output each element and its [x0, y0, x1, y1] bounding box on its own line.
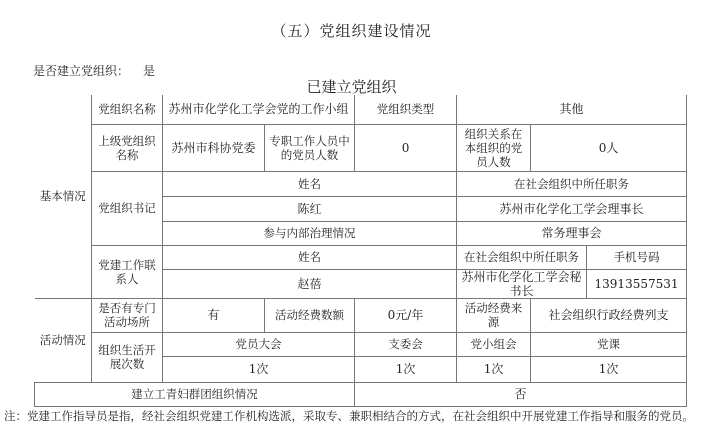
org-type-label: 党组织类型 — [355, 95, 457, 124]
liaison-position-header: 在社会组织中所任职务 — [457, 245, 587, 269]
section-basic-label: 基本情况 — [35, 95, 92, 298]
party-built-label: 是否建立党组织： — [33, 64, 130, 78]
party-group-count: 1次 — [457, 356, 531, 382]
member-meeting-header: 党员大会 — [163, 332, 355, 356]
party-group-header: 党小组会 — [457, 332, 531, 356]
relation-members-label: 组织关系在本组织的党员人数 — [457, 124, 531, 171]
section-activity-label: 活动情况 — [35, 298, 92, 382]
branch-committee-count: 1次 — [355, 356, 457, 382]
page-title: （五）党组织建设情况 — [271, 22, 432, 40]
secretary-position-value: 苏州市化学化工学会理事长 — [457, 196, 687, 221]
secretary-label: 党组织书记 — [92, 171, 163, 245]
secretary-name-header: 姓名 — [163, 171, 457, 196]
liaison-position-value: 苏州市化学化工学会秘书长 — [457, 269, 587, 298]
member-meeting-count: 1次 — [163, 356, 355, 382]
funds-source-label: 活动经费来源 — [457, 298, 531, 332]
footnote: 注：党建工作指导员是指，经社会组织党建工作机构选派，采取专、兼职相结合的方式，在社会组织中开展党建工作指导和服务的党员。 — [4, 409, 694, 423]
liaison-name-value: 赵蓓 — [163, 269, 457, 298]
governance-label: 参与内部治理情况 — [163, 221, 457, 245]
org-name-label: 党组织名称 — [92, 95, 163, 124]
party-org-table — [34, 95, 687, 407]
relation-members-value: 0人 — [531, 124, 687, 171]
funds-value: 0元/年 — [355, 298, 457, 332]
governance-value: 常务理事会 — [457, 221, 687, 245]
mass-org-value: 否 — [355, 382, 687, 406]
branch-committee-header: 支委会 — [355, 332, 457, 356]
party-lecture-count: 1次 — [531, 356, 687, 382]
org-name-value: 苏州市化学化工学会党的工作小组 — [163, 95, 355, 124]
secretary-name-value: 陈红 — [163, 196, 457, 221]
org-life-label: 组织生活开展次数 — [92, 332, 163, 382]
org-type-value: 其他 — [457, 95, 687, 124]
liaison-name-header: 姓名 — [163, 245, 457, 269]
venue-label: 是否有专门活动场所 — [92, 298, 163, 332]
phone-header: 手机号码 — [587, 245, 687, 269]
venue-value: 有 — [163, 298, 265, 332]
mass-org-label: 建立工青妇群团组织情况 — [35, 382, 355, 406]
secretary-position-header: 在社会组织中所任职务 — [457, 171, 687, 196]
fulltime-members-label: 专职工作人员中的党员人数 — [265, 124, 355, 171]
table-caption: 已建立党组织 — [306, 78, 397, 96]
party-lecture-header: 党课 — [531, 332, 687, 356]
party-built-value: 是 — [143, 64, 156, 78]
funds-label: 活动经费数额 — [265, 298, 355, 332]
funds-source-value: 社会组织行政经费列支 — [531, 298, 687, 332]
phone-value: 13913557531 — [587, 269, 687, 298]
fulltime-members-value: 0 — [355, 124, 457, 171]
superior-org-label: 上级党组织名称 — [92, 124, 163, 171]
superior-org-value: 苏州市科协党委 — [163, 124, 265, 171]
liaison-label: 党建工作联系人 — [92, 245, 163, 298]
